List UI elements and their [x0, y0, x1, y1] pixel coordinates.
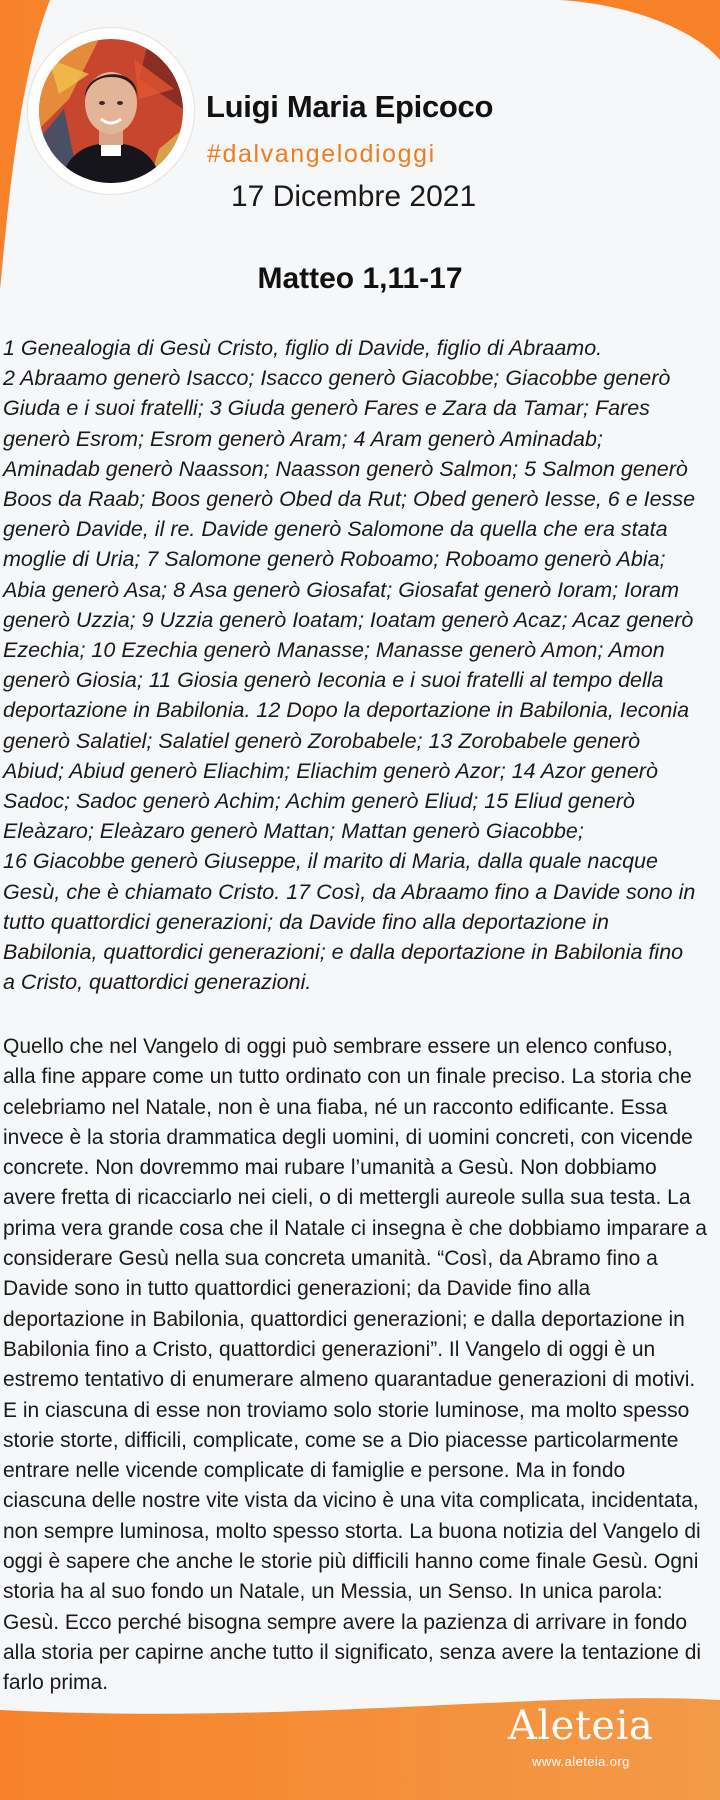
commentary-line: considerare Gesù nella sua concreta umanità. “Così, da Abramo fino a	[3, 1247, 658, 1271]
gospel-passage	[3, 333, 715, 997]
passage-line: moglie di Uria; 7 Salomone generò Roboamo; Roboamo generò Abia;	[3, 547, 666, 572]
passage-line: 2 Abraamo generò Isacco; Isacco generò Giacobbe; Giacobbe generò	[3, 366, 671, 391]
passage-line: a Cristo, quattordici generazioni.	[3, 970, 312, 995]
hashtag[interactable]: #dalvangelodioggi	[207, 140, 436, 168]
commentary-line: non sempre luminosa, molto spesso storta. La buona notizia del Vangelo di	[3, 1519, 701, 1543]
aleteia-logo[interactable]: Aleteia	[508, 1703, 654, 1749]
commentary-line: Gesù. Ecco perché bisogna sempre avere la pazienza di arrivare in fondo	[3, 1610, 688, 1634]
passage-line: generò Esrom; Esrom generò Aram; 4 Aram generò Aminadab;	[3, 426, 603, 451]
commentary-line: estremo tentativo di enumerare almeno quarantadue generazioni di motivi.	[3, 1368, 696, 1392]
passage-line: Ezechia; 10 Ezechia generò Manasse; Manasse generò Amon; Amon	[3, 638, 665, 663]
passage-line: Abiud; Abiud generò Eliachim; Eliachim generò Azor; 14 Azor generò	[3, 758, 658, 783]
passage-line: deportazione in Babilonia. 12 Dopo la deportazione in Babilonia, Ieconia	[3, 698, 690, 723]
passage-line: Gesù, che è chiamato Cristo. 17 Così, da Abraamo fino a Davide sono in	[3, 879, 696, 904]
passage-line: Babilonia, quattordici generazioni; e dalla deportazione in Babilonia fino	[3, 940, 684, 965]
commentary-line: Davide sono in tutto quattordici generazioni; da Davide fino alla	[3, 1277, 591, 1301]
avatar	[28, 28, 194, 194]
commentary-line: E in ciascuna di esse non troviamo solo storie luminose, ma molto spesso	[3, 1398, 690, 1422]
date: 17 Dicembre 2021	[231, 180, 477, 213]
passage-line: 1 Genealogia di Gesù Cristo, figlio di Davide, figlio di Abraamo.	[3, 336, 603, 360]
commentary-line: ciascuna delle nostre vite vista da vicino è una vita complicata, incidentata,	[3, 1489, 699, 1513]
passage-line: generò Davide, il re. Davide generò Salomone da quella che era stata	[3, 517, 668, 542]
passage-line: Sadoc; Sadoc generò Achim; Achim generò Eliud; 15 Eliud generò	[3, 789, 635, 814]
commentary-line: avere fretta di ricacciarlo nei cieli, o di mettergli aureole sulla sua testa. La	[3, 1186, 691, 1210]
avatar-photo	[39, 39, 183, 183]
commentary-line: farlo prima.	[3, 1671, 109, 1695]
passage-line: generò Giosia; 11 Giosia generò Ieconia e i suoi fratelli al tempo della	[3, 668, 664, 693]
commentary-line: oggi è sapere che anche le storie più difficili hanno come finale Gesù. Ogni	[3, 1550, 699, 1574]
commentary-line: storie storte, difficili, complicate, come se a Dio piacesse particolarmente	[3, 1428, 679, 1452]
commentary-line: alla fine appare come un tutto ordinato con un finale preciso. La storia che	[3, 1065, 692, 1089]
commentary-line: Quello che nel Vangelo di oggi può sembrare essere un elenco confuso,	[3, 1035, 673, 1058]
passage-line: tutto quattordici generazioni; da Davide fino alla deportazione in	[3, 909, 609, 934]
passage-line: Eleàzaro; Eleàzaro generò Mattan; Mattan generò Giacobbe;	[3, 819, 584, 844]
commentary-line: invece è la storia drammatica degli uomini, di uomini concreti, con vicende	[3, 1125, 693, 1149]
passage-line: Boos da Raab; Boos generò Obed da Rut; Obed generò Iesse, 6 e Iesse	[3, 487, 696, 512]
author-name: Luigi Maria Epicoco	[206, 89, 494, 124]
commentary-line: deportazione in Babilonia, quattordici generazioni; e dalla deportazione in	[3, 1307, 685, 1331]
passage-line: 16 Giacobbe generò Giuseppe, il marito di Maria, dalla quale nacque	[3, 849, 658, 874]
commentary	[3, 1032, 717, 1699]
site-url[interactable]: www.aleteia.org	[532, 1754, 630, 1769]
passage-line: generò Salatiel; Salatiel generò Zorobabele; 13 Zorobabele generò	[3, 728, 641, 753]
commentary-line: Babilonia fino a Cristo, quattordici generazioni”. Il Vangelo di oggi è un	[3, 1337, 656, 1361]
gospel-reference: Matteo 1,11-17	[257, 262, 463, 295]
passage-line: Giuda e i suoi fratelli; 3 Giuda generò Fares e Zara da Tamar; Fares	[3, 396, 650, 421]
passage-line: generò Uzzia; 9 Uzzia generò Ioatam; Ioatam generò Acaz; Acaz generò	[3, 607, 694, 632]
passage-line: Abia generò Asa; 8 Asa generò Giosafat; Giosafat generò Ioram; Ioram	[3, 577, 680, 602]
commentary-line: concrete. Non dovremmo mai rubare l’umanità a Gesù. Non dobbiamo	[3, 1156, 657, 1180]
commentary-line: prima vera grande cosa che il Natale ci insegna è che dobbiamo imparare a	[3, 1216, 707, 1240]
commentary-line: celebriamo nel Natale, non è una fiaba, né un racconto edificante. Essa	[3, 1095, 668, 1119]
commentary-line: storia ha al suo fondo un Natale, un Messia, un Senso. In unica parola:	[3, 1580, 663, 1604]
commentary-line: alla storia per capirne anche tutto il significato, senza avere la tentazione di	[3, 1640, 702, 1664]
passage-line: Aminadab generò Naasson; Naasson generò Salmon; 5 Salmon generò	[3, 456, 688, 481]
commentary-line: entrare nelle vicende complicate di famiglie e persone. Ma in fondo	[3, 1459, 626, 1483]
